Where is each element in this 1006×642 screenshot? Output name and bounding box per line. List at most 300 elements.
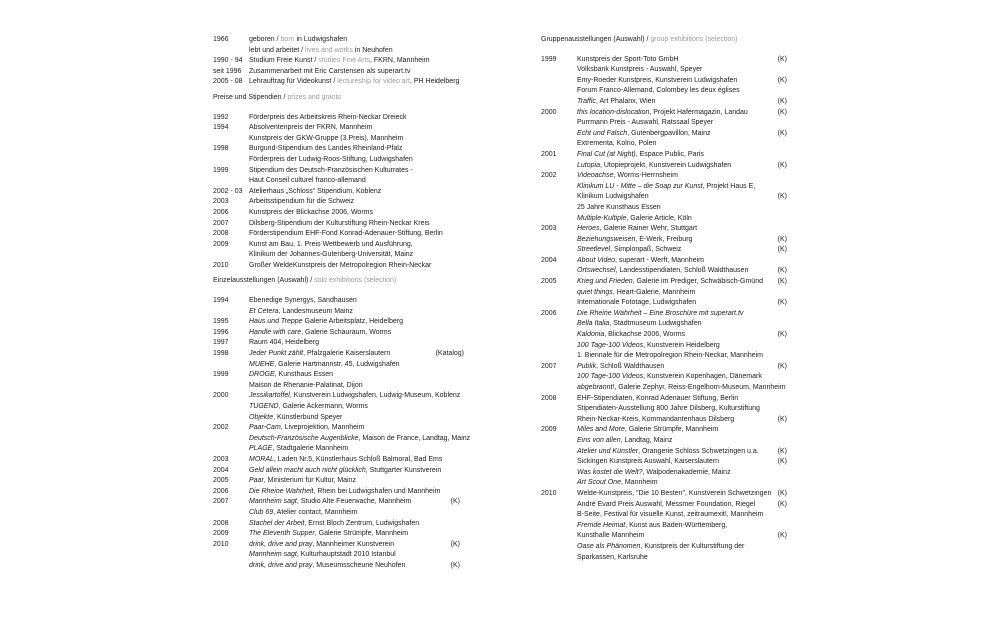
entry-title: Oase als Phänomen	[577, 542, 641, 550]
entry-detail: , Kunstverein Kopenhagen, Dänemark	[643, 373, 762, 381]
entry-text	[577, 531, 644, 542]
cv-entry	[541, 542, 787, 553]
entry-text	[577, 118, 713, 129]
entry-detail: , Galerie Article, Köln	[626, 214, 692, 222]
cv-entry	[541, 235, 787, 246]
entry-year: seit 1996	[213, 67, 242, 75]
entry-text	[577, 478, 658, 489]
catalog-k-mark: (K)	[777, 500, 787, 508]
catalog-k-mark: (K)	[777, 331, 787, 339]
cv-entry	[541, 309, 787, 320]
entry-detail: Extrementa, Kolno, Polen	[577, 140, 657, 148]
entry-title: Geld allein macht auch nicht glücklich	[249, 466, 366, 474]
entry-year: 2009	[213, 530, 229, 538]
entry-text	[249, 519, 419, 530]
entry-text	[577, 372, 762, 383]
entry-detail: Sparkassen, Karlsruhe	[577, 553, 648, 561]
cv-entry	[541, 383, 787, 394]
entry-text	[249, 402, 368, 413]
entry-text	[577, 161, 731, 172]
cv-entry	[213, 208, 493, 219]
entry-title: Handle with care	[249, 328, 302, 336]
entry-text	[577, 97, 655, 108]
cv-entry	[213, 144, 493, 155]
entry-text	[249, 35, 347, 46]
cv-entry	[213, 529, 493, 540]
cv-entry	[213, 444, 493, 455]
entry-detail: Kunst am Bau, 1. Preis Wettbewerb und Ausführung,	[249, 240, 413, 248]
entry-title: About Video	[577, 256, 616, 264]
entry-year: 2004	[213, 466, 229, 474]
entry-year: 2005	[541, 278, 557, 286]
entry-detail: , Kulturhauptstadt 2010 Istanbul	[296, 551, 396, 559]
entry-detail: , Landtag, Mainz	[620, 436, 673, 444]
catalog-k-mark: (K)	[777, 161, 787, 169]
entry-title: Die Rheine Wahrheit	[249, 487, 314, 495]
entry-detail: André Evard Preis Auswahl, Messmer Foundation, Riegel	[577, 500, 756, 508]
entry-detail: , Art Phalanx, Wien	[595, 97, 656, 105]
entry-text	[249, 113, 407, 124]
cv-entry	[213, 113, 493, 124]
cv-entry	[213, 423, 493, 434]
entry-text	[249, 391, 460, 402]
entry-text	[577, 553, 648, 564]
entry-year: 2010	[541, 489, 557, 497]
entry-text	[249, 487, 440, 498]
entry-detail: Absolventenpreis der FKRN, Mannheim	[249, 124, 373, 132]
entry-title: Streetlevel	[577, 246, 611, 254]
cv-entry	[213, 455, 493, 466]
cv-entry	[541, 108, 787, 119]
entry-detail: Raum 404, Heidelberg	[249, 339, 320, 347]
entry-detail: Förderstipendium EHF-Fond Konrad-Adenauer-Stiftung, Berlin	[249, 230, 443, 238]
entry-text	[249, 261, 431, 272]
entry-title: Die Rheine Wahrheit – Eine Broschüre mit superart.tv	[577, 309, 744, 317]
entry-text	[249, 155, 413, 166]
entry-text	[577, 129, 710, 140]
entry-year: 1996	[213, 328, 229, 336]
entry-year: 1992	[213, 113, 229, 121]
entry-detail: Lehrauftrag für Videokunst /	[249, 78, 338, 86]
entry-detail: Förderpreis des Arbeitskreis Rhein-Neckar Dreieck	[249, 113, 407, 121]
catalog-k-mark: (K)	[777, 447, 787, 455]
entry-text	[577, 404, 760, 415]
cv-entry	[541, 415, 787, 426]
cv-entry	[213, 261, 493, 272]
entry-text	[249, 423, 364, 434]
entry-detail: , Schloß Waldthausen	[596, 362, 665, 370]
cv-entry	[541, 171, 787, 182]
cv-entry	[213, 402, 493, 413]
entry-text	[249, 413, 342, 424]
entry-detail: EHF-Stipendiaten, Konrad Adenauer Stiftung, Berlin	[577, 394, 739, 402]
entry-text	[249, 550, 396, 561]
entry-text	[577, 55, 679, 66]
entry-text	[249, 317, 403, 328]
entry-year: 1994	[213, 124, 229, 132]
cv-entry	[541, 266, 787, 277]
cv-entry	[541, 288, 787, 299]
entry-year: 2004	[541, 256, 557, 264]
entry-year: 2003	[213, 198, 229, 206]
entry-detail: Förderpreis der Ludwig-Roos-Stiftung, Ludwigshafen	[249, 155, 413, 163]
catalog-k-mark: (K)	[777, 299, 787, 307]
cv-entry	[213, 317, 493, 328]
entry-text	[577, 65, 702, 76]
cv-entry	[541, 553, 787, 564]
entry-text	[249, 360, 400, 371]
entry-title: drink, drive and pray	[249, 561, 313, 569]
entry-year: 2010	[213, 540, 229, 548]
cv-entry	[213, 155, 493, 166]
entry-text	[577, 425, 718, 436]
cv-entry	[541, 372, 787, 383]
entry-detail: Klinikum Ludwigshafen	[577, 193, 649, 201]
entry-year: 2009	[541, 426, 557, 434]
section-heading-text: Preise und Stipendien /	[213, 93, 288, 101]
entry-year: 2005	[213, 477, 229, 485]
entry-detail: , Galerie Zephyr, Reiss-Engelhorn-Museum, Mannheim	[614, 384, 786, 391]
cv-entry	[541, 203, 787, 214]
entry-detail: , Worms-Herrnsheim	[613, 172, 678, 180]
entry-detail: Maison de Rhenanie-Palatinat, Dijon	[249, 381, 363, 389]
entry-detail: Kunstpreis der Sport-Toto GmbH	[577, 55, 679, 63]
entry-detail: Kunstpreis der GKW-Gruppe (3.Preis), Mannheim	[249, 134, 404, 142]
cv-entry	[213, 46, 493, 57]
entry-text	[249, 123, 372, 134]
entry-detail: Internationale Fototage, Ludwigshafen	[577, 299, 697, 307]
entry-title: Haus und Treppe	[249, 318, 303, 326]
entry-detail: , Simplonpaß, Schweiz	[610, 246, 682, 254]
cv-entry	[541, 224, 787, 235]
entry-title: 100 Tage-100 Videos	[577, 341, 644, 349]
entry-title: Paar	[249, 477, 264, 485]
entry-title: Art Scout One	[577, 479, 621, 487]
entry-title: Klinikum LU - Mitte – die Soap zur Kunst	[577, 182, 703, 190]
section-heading	[213, 276, 493, 287]
cv-entry	[213, 434, 493, 445]
section-heading	[213, 93, 493, 104]
catalog-k-mark: (K)	[777, 129, 787, 137]
entry-title: Fremde Heimat	[577, 521, 626, 529]
entry-detail: , Ministerium für Kultur, Mainz	[263, 477, 356, 485]
entry-year: 2008	[541, 394, 557, 402]
entry-detail: , Rhein bei Ludwigshafen und Mannheim	[313, 487, 441, 495]
entry-text	[577, 235, 692, 246]
left-column	[213, 35, 493, 572]
entry-title: MUEHE	[249, 360, 275, 368]
entry-year: 2006	[541, 309, 557, 317]
entry-text	[249, 197, 354, 208]
entry-detail: , Stuttgarter Kunstverein	[365, 466, 442, 474]
cv-entry	[213, 540, 493, 551]
entry-title: Kaldonia	[577, 331, 605, 339]
cv-entry	[541, 457, 787, 468]
entry-title: Traffic	[577, 97, 596, 105]
entry-title: Club 69	[249, 508, 274, 516]
entry-text	[577, 86, 740, 97]
entry-detail-tail: , PH Heidelberg	[409, 78, 460, 86]
section-heading	[541, 35, 787, 46]
entry-detail: , Mannheimer Kunstverein	[312, 540, 395, 548]
entry-text	[249, 46, 393, 57]
entry-title: Heroes	[577, 225, 600, 233]
cv-entry	[213, 360, 493, 371]
entry-title: Et Cetera	[249, 307, 279, 315]
cv-entry	[213, 349, 493, 360]
entry-text	[577, 383, 786, 394]
entry-title: Echt und Falsch	[577, 129, 628, 137]
entry-detail: , Gutenbergpavillon, Mainz	[627, 129, 711, 137]
catalog-k-mark: (K)	[777, 55, 787, 63]
entry-detail: , Stadtmuseum Ludwigshafen	[609, 320, 702, 328]
entry-detail: Stipendium des Deutsch-Französischen Kulturrates -	[249, 166, 413, 174]
cv-entry	[541, 394, 787, 405]
entry-title: abgebrannt!	[577, 384, 615, 391]
entry-title: drink, drive and pray	[249, 540, 313, 548]
entry-year: 2006	[213, 208, 229, 216]
entry-text	[249, 134, 403, 145]
cv-entry	[213, 508, 493, 519]
cv-entry	[213, 497, 493, 508]
entry-title: Atelier und Künstler	[577, 447, 639, 455]
entry-year: 2010	[213, 261, 229, 269]
entry-year: 2002 - 03	[213, 187, 243, 195]
entry-year: 2003	[541, 225, 557, 233]
entry-detail: Volksbank Kunstpreis - Auswahl, Speyer	[577, 66, 703, 74]
entry-detail: , Utopieprojekt, Kunstverein Ludwigshafen	[599, 161, 732, 169]
entry-year: 1998	[213, 145, 229, 153]
entry-title: quiet things	[577, 288, 613, 296]
entry-detail: , Ernst Bloch Zentrum, Ludwigshafen	[304, 519, 420, 527]
entry-detail: , Galerie Strümpfe, Mannheim	[314, 530, 409, 538]
entry-title: Eins von allen	[577, 436, 621, 444]
catalog-k-mark: (K)	[777, 489, 787, 497]
cv-entry	[213, 296, 493, 307]
entry-year: 1998	[213, 350, 229, 358]
entry-text	[577, 108, 748, 119]
cv-entry	[213, 476, 493, 487]
entry-text	[249, 250, 413, 261]
cv-entry	[541, 256, 787, 267]
entry-text	[249, 56, 430, 67]
cv-entry	[541, 245, 787, 256]
entry-text	[577, 468, 731, 479]
entry-title: Paar-Cam	[249, 424, 281, 432]
entry-text	[577, 500, 755, 511]
entry-detail: Welde-Kunstpreis, "Die 10 Besten", Kunstverein Schwetzingen	[577, 489, 772, 497]
entry-year: 2000	[213, 392, 229, 400]
cv-entry	[213, 413, 493, 424]
cv-entry	[213, 176, 493, 187]
entry-detail: , Liveprojektion, Mannheim	[280, 424, 365, 432]
entry-text	[577, 203, 661, 214]
cv-entry	[213, 166, 493, 177]
entry-detail: geboren /	[249, 36, 281, 43]
entry-detail: , Künstlerbund Speyer	[273, 413, 343, 421]
entry-year: 2002	[213, 424, 229, 432]
entry-detail: Dilsberg-Stipendium der Kulturstiftung Rhein-Neckar Kreis	[249, 219, 430, 227]
entry-title: 100 Tage-100 Videos	[577, 373, 644, 381]
catalog-k-mark: (K)	[777, 267, 787, 275]
entry-year: 2008	[213, 230, 229, 238]
entry-text	[577, 542, 744, 553]
entry-detail: , Espace Public, Paris	[635, 150, 704, 158]
entry-detail: , Galerie Strümpfe, Mannheim	[624, 426, 719, 434]
cv-entry	[213, 219, 493, 230]
entry-text	[249, 434, 470, 445]
cv-entry	[213, 77, 493, 88]
cv-entry	[213, 466, 493, 477]
entry-detail: , Landesstipendiaten, Schloß Waldthausen	[615, 267, 749, 275]
cv-entry	[541, 118, 787, 129]
catalog-k-mark: (K)	[777, 362, 787, 370]
entry-detail: , Projekt Haus E,	[702, 182, 756, 190]
entry-text	[577, 256, 704, 267]
cv-entry	[213, 519, 493, 530]
entry-text	[249, 208, 373, 219]
cv-entry	[541, 351, 787, 362]
cv-entry	[541, 404, 787, 415]
catalog-k-mark: (K)	[450, 498, 460, 506]
entry-detail: , E-Werk, Freiburg	[635, 235, 693, 243]
entry-detail: Forum Franco-Allemand, Colombey les deux églises	[577, 87, 740, 95]
entry-title: Was kostet die Welt?	[577, 468, 643, 476]
entry-detail: Großer WeldeKunstpreis der Metropolregion Rhein-Neckar	[249, 261, 432, 269]
entry-year: 2000	[541, 108, 557, 116]
catalog-k-mark: (K)	[777, 532, 787, 540]
entry-text	[249, 381, 363, 392]
entry-text	[577, 309, 743, 320]
section-heading-text: Gruppenausstellungen (Auswahl) /	[541, 36, 651, 43]
entry-text	[577, 330, 685, 341]
entry-text	[249, 540, 394, 551]
entry-text	[577, 288, 695, 299]
entry-detail: 1. Biennale für die Metropolregion Rhein-Neckar, Mannheim	[577, 352, 763, 360]
entry-text	[249, 296, 357, 307]
entry-text	[577, 277, 763, 288]
entry-title: Stachel der Arbeit	[249, 519, 305, 527]
entry-text	[577, 394, 738, 405]
entry-detail: , Galerie Ackermann, Worms	[278, 403, 368, 410]
entry-detail: , Kunstpreis der Kulturstiftung der	[640, 542, 745, 550]
entry-detail: Burgund-Stipendium des Landes Rheinland-Pfalz	[249, 145, 403, 153]
entry-detail: , Galerie im Prediger, Schwäbisch-Gmünd	[632, 278, 763, 286]
catalog-k-mark: (K)	[777, 97, 787, 105]
cv-entry	[541, 478, 787, 489]
cv-entry	[213, 67, 493, 78]
entry-title: TUGEND	[249, 403, 279, 410]
entry-text	[249, 176, 366, 187]
cv-entry	[213, 307, 493, 318]
entry-text	[577, 362, 664, 373]
catalog-k-mark: (K)	[777, 246, 787, 254]
entry-title: Publik	[577, 362, 597, 370]
cv-entry	[541, 298, 787, 309]
cv-entry	[541, 161, 787, 172]
entry-detail: lebt und arbeitet /	[249, 46, 306, 54]
cv-entry	[541, 76, 787, 87]
entry-detail: , Landesmuseum Mainz	[278, 307, 353, 315]
entry-detail: , Stadtgalerie Mannheim	[272, 445, 349, 453]
entry-text	[249, 240, 413, 251]
entry-text	[249, 561, 405, 572]
cv-entry	[541, 436, 787, 447]
entry-text	[577, 245, 681, 256]
entry-text	[577, 266, 748, 277]
cv-entry	[213, 250, 493, 261]
entry-text	[249, 444, 348, 455]
entry-year: 1990 - 94	[213, 57, 243, 65]
entry-detail: , Galerie Rainer Wehr, Stuttgart	[599, 225, 698, 233]
right-column	[541, 35, 787, 563]
entry-year: 2003	[213, 455, 229, 463]
entry-detail: , Kunsthaus Essen	[274, 371, 334, 379]
entry-detail: Sickingen Kunstpreis Auswahl, Kaiserslautern	[577, 458, 720, 466]
entry-year: 2002	[541, 172, 557, 180]
entry-text	[249, 328, 391, 339]
entry-text	[577, 341, 720, 352]
entry-year: 2006	[213, 487, 229, 495]
entry-text	[577, 182, 755, 193]
entry-detail-tail: in Neuhofen	[352, 46, 393, 54]
entry-detail: Kunstpreis der Blickachse 2006, Worms	[249, 208, 373, 216]
entry-title: Mannheim sagt	[249, 551, 297, 559]
entry-detail: Purrmann Preis - Auswahl, Ratssaal Speyer	[577, 119, 714, 127]
cv-entry	[541, 531, 787, 542]
entry-detail: Haut Conseil culturel franco-allemand	[249, 177, 366, 185]
entry-detail: , Mannheim	[620, 479, 658, 487]
cv-entry	[213, 338, 493, 349]
catalog-k-mark: (K)	[777, 235, 787, 243]
cv-entry	[213, 550, 493, 561]
entry-year: 1995	[213, 318, 229, 326]
entry-title: Videoachse	[577, 172, 614, 180]
entry-detail: , Projekt Hafermagazin, Landau	[649, 108, 748, 116]
catalog-mark: (Katalog)	[435, 350, 464, 358]
entry-text	[577, 224, 697, 235]
entry-title: Jeder Punkt zählt	[249, 350, 304, 358]
catalog-k-mark: (K)	[450, 540, 460, 548]
cv-entry	[541, 468, 787, 479]
entry-text	[249, 455, 442, 466]
entry-text	[249, 497, 411, 508]
entry-year: 2007	[541, 362, 557, 370]
entry-year: 2007	[213, 219, 229, 227]
cv-entry	[213, 187, 493, 198]
entry-title: MORAL	[249, 455, 274, 463]
entry-translation: studies Fine Arts	[318, 57, 371, 65]
entry-text	[249, 370, 333, 381]
entry-detail: , Studio Alte Feuerwache, Mannheim	[296, 498, 412, 506]
cv-entry	[541, 97, 787, 108]
entry-detail: , Maison de France, Landtag, Mainz	[358, 434, 471, 442]
entry-text	[249, 466, 441, 477]
entry-title: Lutopia	[577, 161, 600, 169]
entry-text	[577, 351, 763, 362]
cv-entry	[541, 341, 787, 352]
entry-text	[577, 436, 672, 447]
entry-year: 1997	[213, 339, 229, 347]
entry-detail: Studium Freie Kunst /	[249, 57, 319, 65]
entry-detail: Rhein-Neckar-Kreis, Kommandantenhaus Dilsberg	[577, 415, 735, 423]
entry-title: PLAGE	[249, 445, 273, 453]
entry-text	[249, 77, 459, 88]
entry-detail: , Galerie Hartmannstr. 45, Ludwigshafen	[274, 360, 400, 368]
entry-detail: , Orangerie Schloss Schwetzingen u.a.	[638, 447, 759, 455]
section-heading-text: Einzelausstellungen (Auswahl) /	[213, 277, 315, 285]
entry-detail: Klinikum der Johannes-Gutenberg-Universität, Mainz	[249, 251, 414, 259]
